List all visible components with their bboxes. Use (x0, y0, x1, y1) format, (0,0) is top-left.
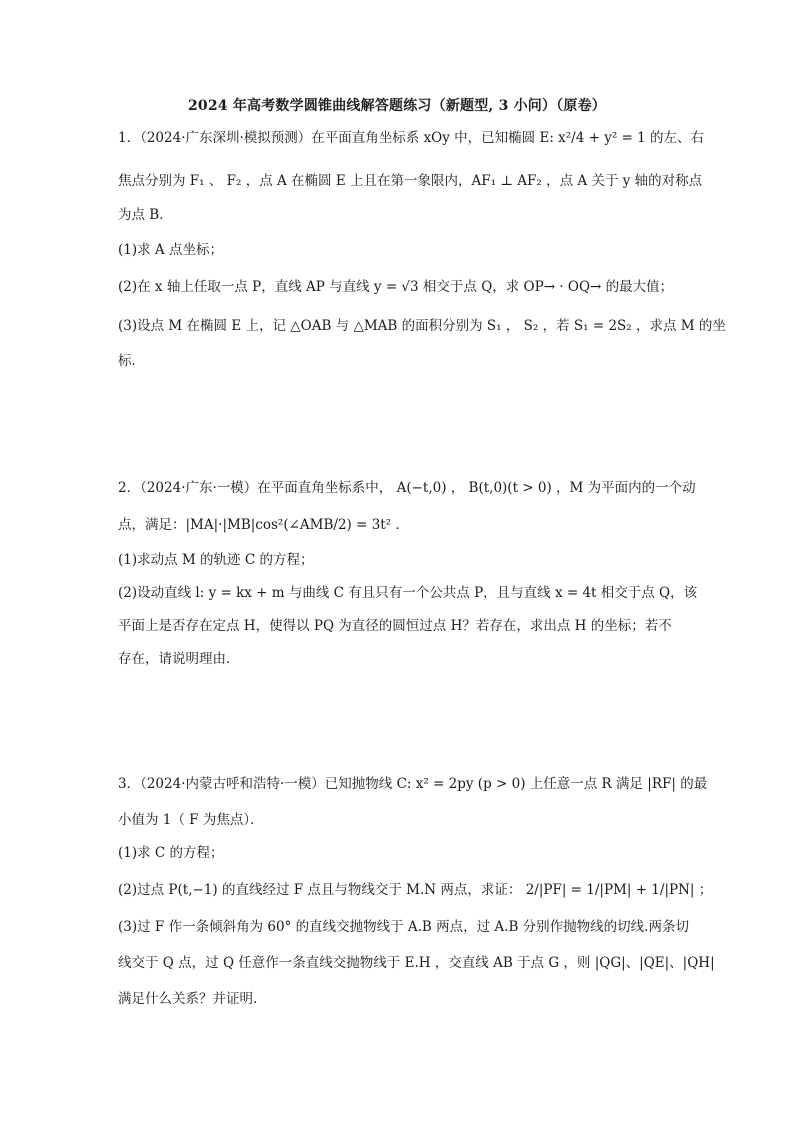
document-title: 2024 年高考数学圆锥曲线解答题练习（新题型, 3 小问）（原卷） (187, 98, 606, 114)
problem-2-part-2: (2)设动直线 l: y = kx + m 与曲线 C 有且只有一个公共点 P，且与直线 x = 4t 相交于点 Q，该 (118, 585, 698, 601)
problem-2-line-5: 平面上是否存在定点 H，使得以 PQ 为直径的圆恒过点 H？若存在，求出点 H 的坐标；若不 (118, 618, 672, 634)
problem-3-part-3: (3)过 F 作一条倾斜角为 60° 的直线交抛物线于 A.B 两点，过 A.B 分别作抛物线的切线.两条切 (118, 919, 689, 935)
problem-1-part-1: (1)求 A 点坐标； (118, 242, 223, 258)
problem-3-part-2: (2)过点 P(t,−1) 的直线经过 F 点且与物线交于 M.N 两点，求证： 2/|PF| = 1/|PM| + 1/|PN| ； (118, 882, 713, 898)
problem-1-line-3: 为点 B． (118, 207, 173, 223)
problem-3-line-2: 小值为 1（ F 为焦点）． (118, 812, 264, 828)
problem-3-part-1: (1)求 C 的方程； (118, 845, 224, 861)
problem-2-line-1: 2．（2024·广东·一模）在平面直角坐标系中， A(−t,0) ， B(t,0)(t > 0) ，M 为平面内的一个动 (118, 480, 696, 496)
problem-1-line-1: 1．（2024·广东深圳·模拟预测）在平面直角坐标系 xOy 中，已知椭圆 E: x²/4 + y² = 1 的左、右 (118, 130, 705, 146)
problem-2-line-6: 存在，请说明理由． (118, 651, 240, 667)
problem-2-part-1: (1)求动点 M 的轨迹 C 的方程； (118, 552, 314, 568)
problem-1-part-3: (3)设点 M 在椭圆 E 上，记 △OAB 与 △MAB 的面积分别为 S₁ ， S₂ ，若 S₁ = 2S₂ ，求点 M 的坐 (118, 318, 726, 334)
problem-1-part-2: (2)在 x 轴上任取一点 P，直线 AP 与直线 y = √3 相交于点 Q，求 OP→ · OQ→ 的最大值； (118, 279, 674, 295)
problem-3-line-6: 线交于 Q 点，过 Q 任意作一条直线交抛物线于 E.H ，交直线 AB 于点 G ，则 |QG|、|QE|、|QH| (118, 955, 715, 971)
problem-3-line-7: 满足什么关系？并证明. (118, 991, 258, 1007)
problem-1-line-2: 焦点分别为 F₁ 、 F₂ ，点 A 在椭圆 E 上且在第一象限内，AF₁ ⊥ AF₂ ，点 A 关于 y 轴的对称点 (118, 173, 703, 189)
problem-2-line-2: 点，满足：|MA|·|MB|cos²(∠AMB/2) = 3t² ． (118, 517, 409, 533)
problem-3-line-1: 3．（2024·内蒙古呼和浩特·一模）已知抛物线 C: x² = 2py (p > 0) 上任意一点 R 满足 |RF| 的最 (118, 776, 708, 792)
problem-1-line-7: 标． (118, 353, 145, 369)
